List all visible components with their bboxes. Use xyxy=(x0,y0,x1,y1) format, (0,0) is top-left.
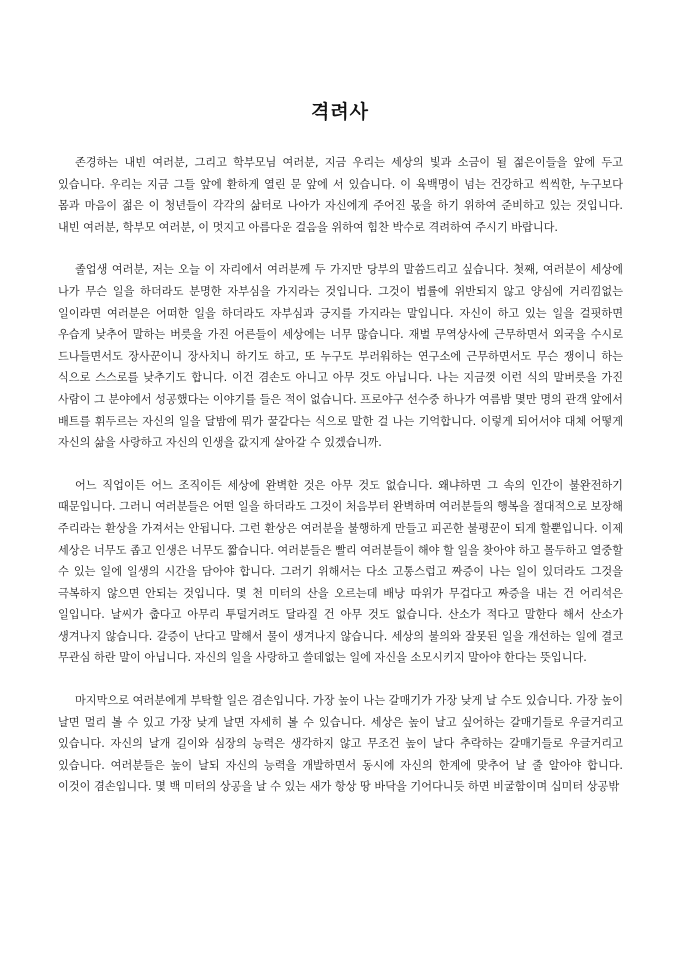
paragraph-pride: 졸업생 여러분, 저는 오늘 이 자리에서 여러분께 두 가지만 당부의 말씀드리고 싶습니다. 첫째, 여러분이 세상에 나가 무슨 일을 하더라도 분명한 자부심을 가지라는 것입니다. 그것이 법률에 위반되지 않고 양심에 거리낌없는 일이라면 여러분은 어떠한 일을 하더라도 자부심과 긍지를 가지라는 말입니다. 자신이 하고 있는 일을 걸핏하면 우습게 낮추어 말하는 버릇을 가진 어른들이 세상에는 너무 많습니다. 재벌 무역상사에 근무하면서 외국을 수시로 드나들면서도 장사꾼이니 장사치니 하기도 하고, 또 누구도 부러워하는 연구소에 근무하면서도 무슨 쟁이니 하는 식으로 스스로를 낮추기도 합니다. 이건 겸손도 아니고 아무 것도 아닙니다. 나는 지금껏 이런 식의 말버릇을 가진 사람이 그 분야에서 성공했다는 이야기를 들은 적이 없습니다. 프로야구 선수중 하나가 여름밤 몇만 명의 관객 앞에서 배트를 휘두르는 자신의 일을 달밤에 뭐가 꿀같다는 식으로 말한 걸 나는 기억합니다. 이렇게 되어서야 대체 어떻게 자신의 삶을 사랑하고 자신의 인생을 값지게 살아갈 수 있겠습니까. xyxy=(58,263,624,450)
paragraph-humility: 마지막으로 여러분에게 부탁할 일은 겸손입니다. 가장 높이 나는 갈매기가 가장 낮게 날 수도 있습니다. 가장 높이 날면 멀리 볼 수 있고 가장 낮게 날면 자세히 볼 수 있습니다. 세상은 높이 날고 싶어하는 갈매기들로 우글거리고 있습니다. 자신의 날개 길이와 심장의 능력은 생각하지 않고 무조건 높이 날다 추락하는 갈매기들로 우글거리고 있습니다. 여러분들은 높이 날되 자신의 능력을 개발하면서 동시에 자신의 한계에 맞추어 날 줄 알아야 합니다. 이것이 겸손입니다. 몇 백 미터의 상공을 날 수 있는 새가 항상 땅 바닥을 기어다니듯 하면 비굴함이며 십미터 상공밖 xyxy=(58,694,623,794)
document-title: 격려사 xyxy=(310,100,370,123)
paragraph-greeting: 존경하는 내빈 여러분, 그리고 학부모님 여러분, 지금 우리는 세상의 빛과 소금이 될 젊은이들을 앞에 두고 있습니다. 우리는 지금 그들 앞에 환하게 열린 문 앞에 서 있습니다. 이 육백명이 넘는 건강하고 씩씩한, 누구보다 몸과 마음이 젊은 이 청년들이 각각의 삶터로 나아가 자신에게 주어진 몫을 하기 위하여 준비하고 있는 것입니다. 내빈 여러분, 학부모 여러분, 이 멋지고 아름다운 걸음을 위하여 힘찬 박수로 격려하여 주시기 바랍니다. xyxy=(58,156,623,234)
document-body xyxy=(58,152,623,819)
paragraph-perfection: 어느 직업이든 어느 조직이든 세상에 완벽한 것은 아무 것도 없습니다. 왜냐하면 그 속의 인간이 불완전하기 때문입니다. 그러니 여러분들은 어떤 일을 하더라도 그것이 처음부터 완벽하며 여러분들의 행복을 절대적으로 보장해 주리라는 환상을 가져서는 안됩니다. 그런 환상은 여러분을 불행하게 만들고 피곤한 불평꾼이 되게 할뿐입니다. 이제 세상은 너무도 좁고 인생은 너무도 짧습니다. 여러분들은 빨리 여러분들이 해야 할 일을 찾아야 하고 몰두하고 열중할 수 있는 일에 일생의 시간을 담아야 합니다. 그러기 위해서는 다소 고통스럽고 짜증이 나는 일이 있더라도 그것을 극복하지 않으면 안되는 것입니다. 몇 천 미터의 산을 오르는데 배낭 따위가 무겁다고 짜증을 내는 건 어리석은 일입니다. 날씨가 춥다고 아무리 투덜거려도 달라질 건 아무 것도 없습니다. 산소가 적다고 말한다 해서 산소가 생겨나지 않습니다. 갈증이 난다고 말해서 물이 생겨나지 않습니다. 세상의 불의와 잘못된 일을 개선하는 일에 결코 무관심 하란 말이 아닙니다. 자신의 일을 사랑하고 쓸데없는 일에 자신을 소모시키지 말아야 한다는 뜻입니다. xyxy=(58,478,623,665)
